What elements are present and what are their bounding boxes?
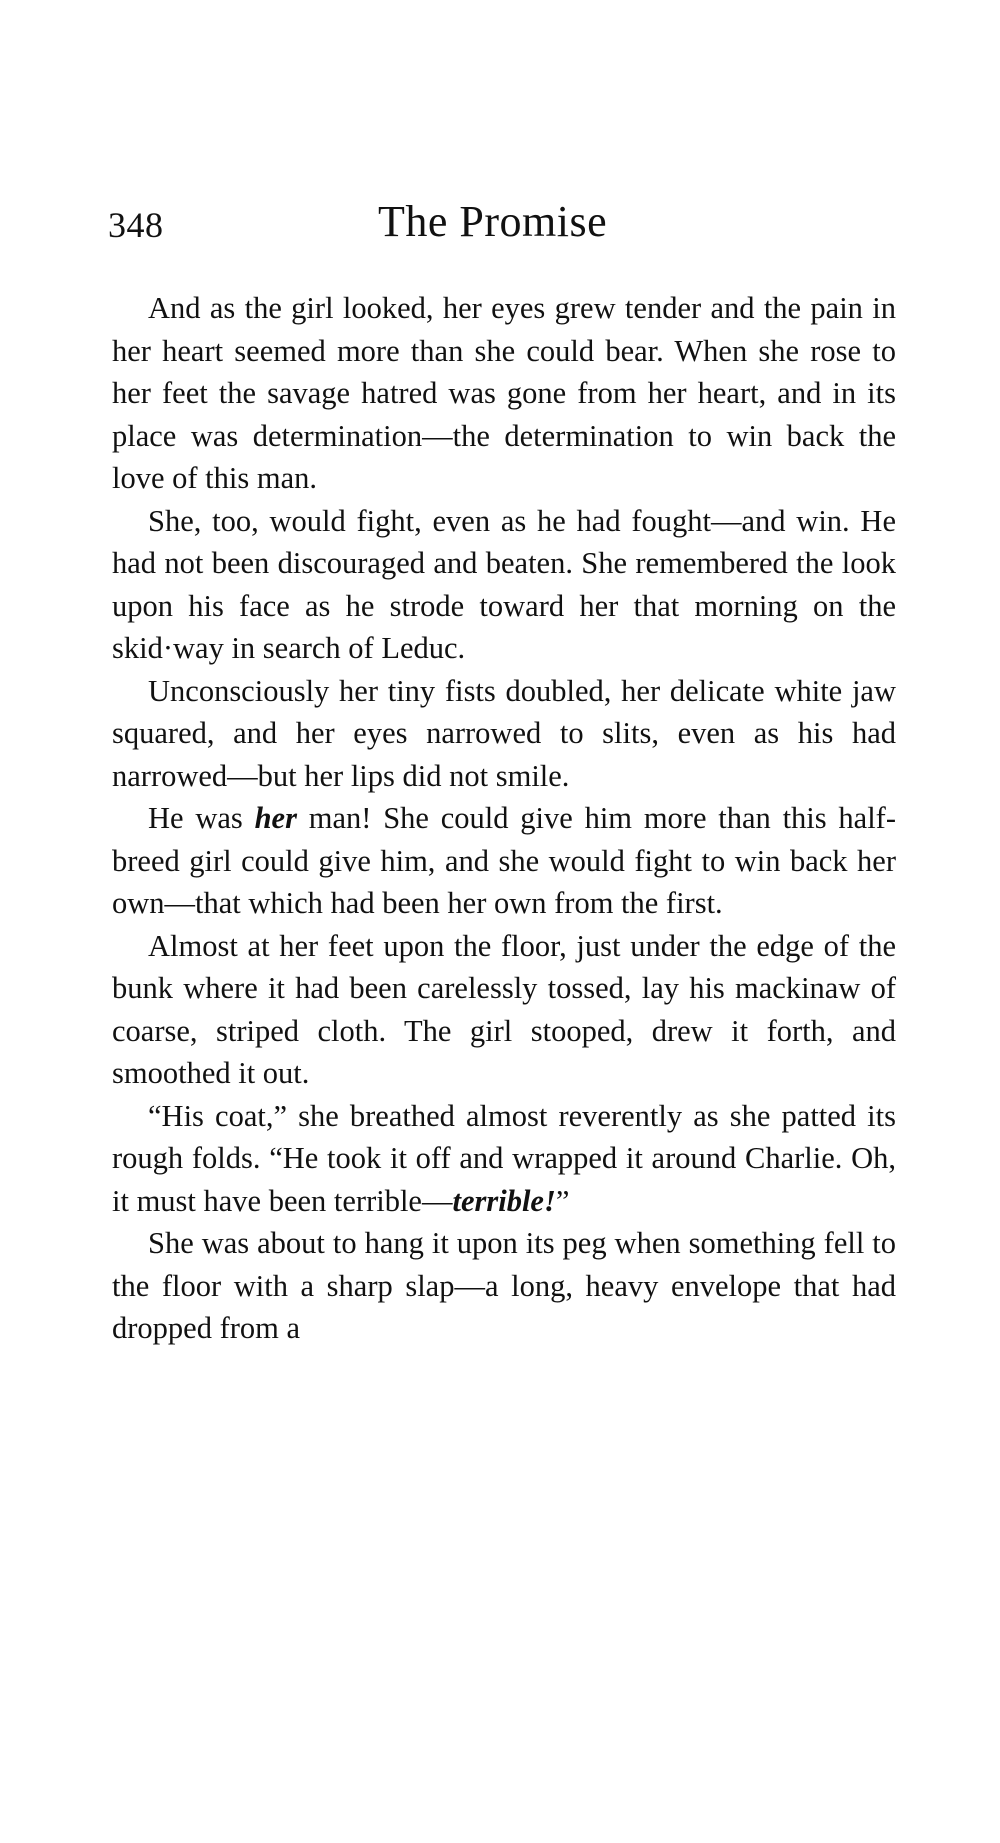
paragraph-text: ” bbox=[555, 1183, 570, 1218]
paragraph: And as the girl looked, her eyes grew tender and the pain in her heart seemed more than she could bear. When she rose to her feet the savage hatred was gone from her heart, and in its place was determination—the determination to win back the love of this man. bbox=[112, 291, 896, 495]
page-header bbox=[108, 196, 898, 248]
paragraph: Unconsciously her tiny fists doubled, her delicate white jaw squared, and her eyes narrowed to slits, even as his had narrowed—but her lips did not smile. bbox=[112, 673, 896, 793]
emphasized-word: terrible! bbox=[452, 1183, 556, 1218]
paragraph: She was about to hang it upon its peg when something fell to the floor with a sharp slap—a long, heavy envelope that had dropped from a bbox=[112, 1226, 896, 1345]
paragraph-text: He was bbox=[148, 801, 255, 835]
paragraph: She, too, would fight, even as he had fought—and win. He had not been discouraged and beaten. She remembered the look upon his face as he strode toward her that morning on the skid·way in search of Leduc. bbox=[112, 503, 896, 665]
paragraph-text: “His coat,” she breathed almost reverently as she patted its rough folds. “He took it off and wrapped it around Charlie. Oh, it must have been terrible— bbox=[112, 1098, 896, 1218]
paragraph-text: man! She could give him more than this half-breed girl could give him, and she would fight to win back her own—that which had been her own from the first. bbox=[112, 801, 896, 920]
emphasized-word: her bbox=[254, 801, 297, 835]
paragraph: Almost at her feet upon the floor, just under the edge of the bunk where it had been carelessly tossed, lay his mackinaw of coarse, striped cloth. The girl stooped, drew it forth, and smoothed it out. bbox=[112, 928, 896, 1090]
body-text bbox=[112, 287, 896, 1350]
paragraph bbox=[112, 1095, 896, 1223]
page-number: 348 bbox=[108, 205, 164, 245]
running-title: The Promise bbox=[378, 197, 608, 246]
paragraph bbox=[112, 797, 896, 925]
